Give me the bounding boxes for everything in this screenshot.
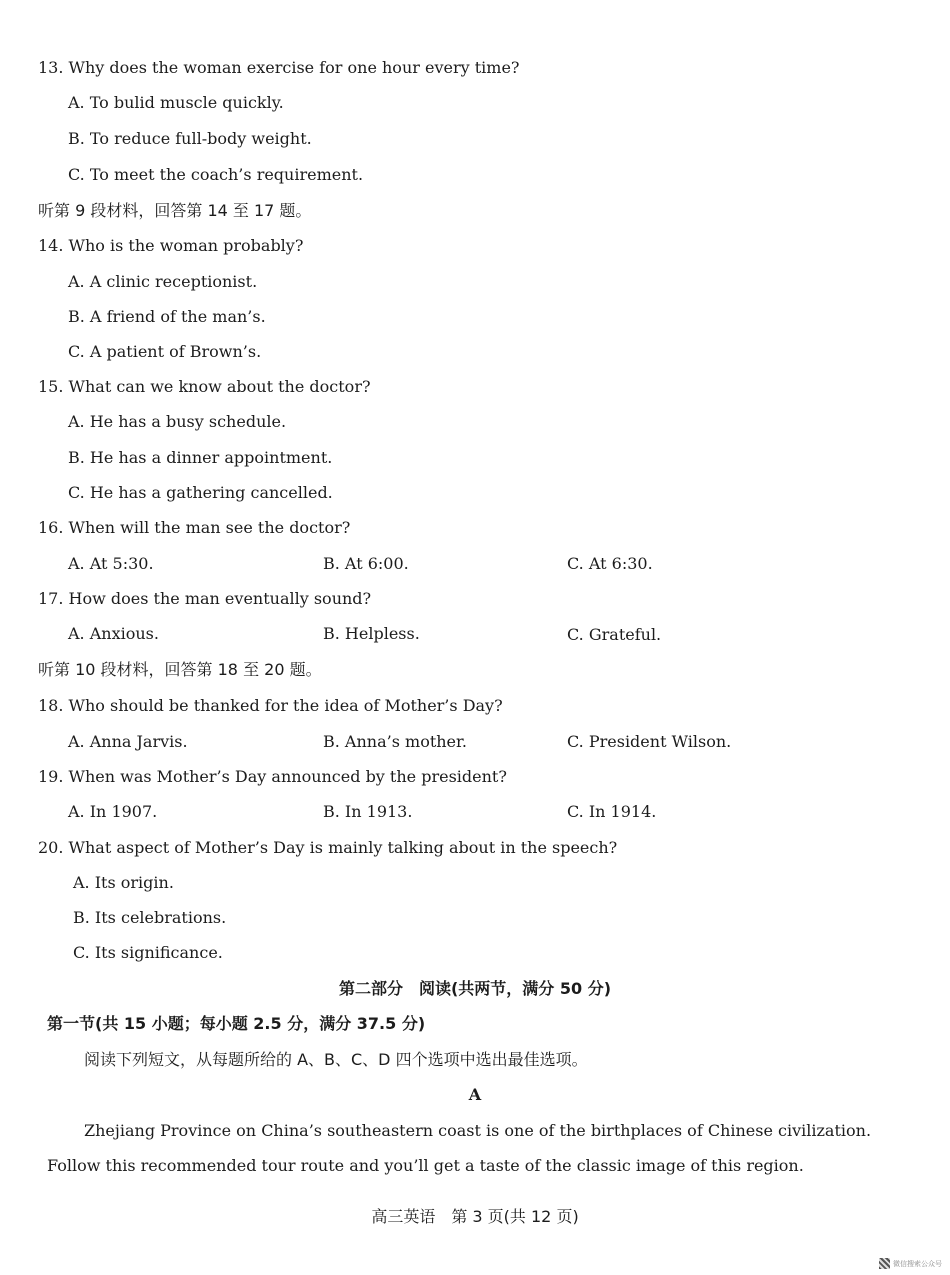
section-one-heading: 第一节(共 15 小题；每小题 2.5 分，满分 37.5 分) [47,1014,426,1033]
q16-option-b: B. At 6:00. [323,554,409,573]
q19-option-b: B. In 1913. [323,802,413,821]
q16-option-c: C. At 6:30. [567,554,653,573]
watermark [879,1258,942,1269]
q15-option-c: C. He has a gathering cancelled. [68,483,333,502]
q20-option-b: B. Its celebrations. [73,908,227,927]
question-14: 14. Who is the woman probably? [38,236,304,255]
passage-line-2: Follow this recommended tour route and you’ll get a taste of the classic image of this region. [47,1156,804,1175]
q15-option-b: B. He has a dinner appointment. [68,448,333,467]
q20-option-a: A. Its origin. [73,873,174,892]
part-two-heading: 第二部分 阅读(共两节，满分 50 分) [338,979,612,998]
q18-option-b: B. Anna’s mother. [323,732,467,751]
listening-instruction-10: 听第 10 段材料，回答第 18 至 20 题。 [38,660,322,679]
question-18: 18. Who should be thanked for the idea of Mother’s Day? [38,696,503,715]
q18-option-c: C. President Wilson. [567,732,732,751]
q13-option-a: A. To bulid muscle quickly. [68,93,284,112]
reading-instruction: 阅读下列短文，从每题所给的 A、B、C、D 四个选项中选出最佳选项。 [84,1050,588,1069]
listening-instruction-9: 听第 9 段材料，回答第 14 至 17 题。 [38,201,312,220]
passage-line-1: Zhejiang Province on China’s southeastern coast is one of the birthplaces of Chinese civilization. [84,1121,872,1140]
q16-option-a: A. At 5:30. [68,554,154,573]
q15-option-a: A. He has a busy schedule. [68,412,287,431]
q17-option-b: B. Helpless. [323,624,420,643]
question-15: 15. What can we know about the doctor? [38,377,371,396]
q14-option-c: C. A patient of Brown’s. [68,342,262,361]
question-16: 16. When will the man see the doctor? [38,518,351,537]
q19-option-a: A. In 1907. [68,802,158,821]
q17-option-c: C. Grateful. [567,625,662,644]
question-19: 19. When was Mother’s Day announced by the president? [38,767,507,786]
qr-code-icon [879,1258,890,1269]
passage-label: A [468,1085,482,1104]
page-footer: 高三英语 第 3 页(共 12 页) [371,1207,579,1226]
q19-option-c: C. In 1914. [567,802,657,821]
q14-option-a: A. A clinic receptionist. [68,272,258,291]
q20-option-c: C. Its significance. [73,943,223,962]
question-20: 20. What aspect of Mother’s Day is mainly talking about in the speech? [38,838,618,857]
question-17: 17. How does the man eventually sound? [38,589,372,608]
q18-option-a: A. Anna Jarvis. [68,732,188,751]
q13-option-c: C. To meet the coach’s requirement. [68,165,364,184]
question-13: 13. Why does the woman exercise for one hour every time? [38,58,520,77]
q13-option-b: B. To reduce full-body weight. [68,129,312,148]
q14-option-b: B. A friend of the man’s. [68,307,266,326]
watermark-text: 微信搜索公众号 [893,1259,942,1268]
q17-option-a: A. Anxious. [68,624,159,643]
